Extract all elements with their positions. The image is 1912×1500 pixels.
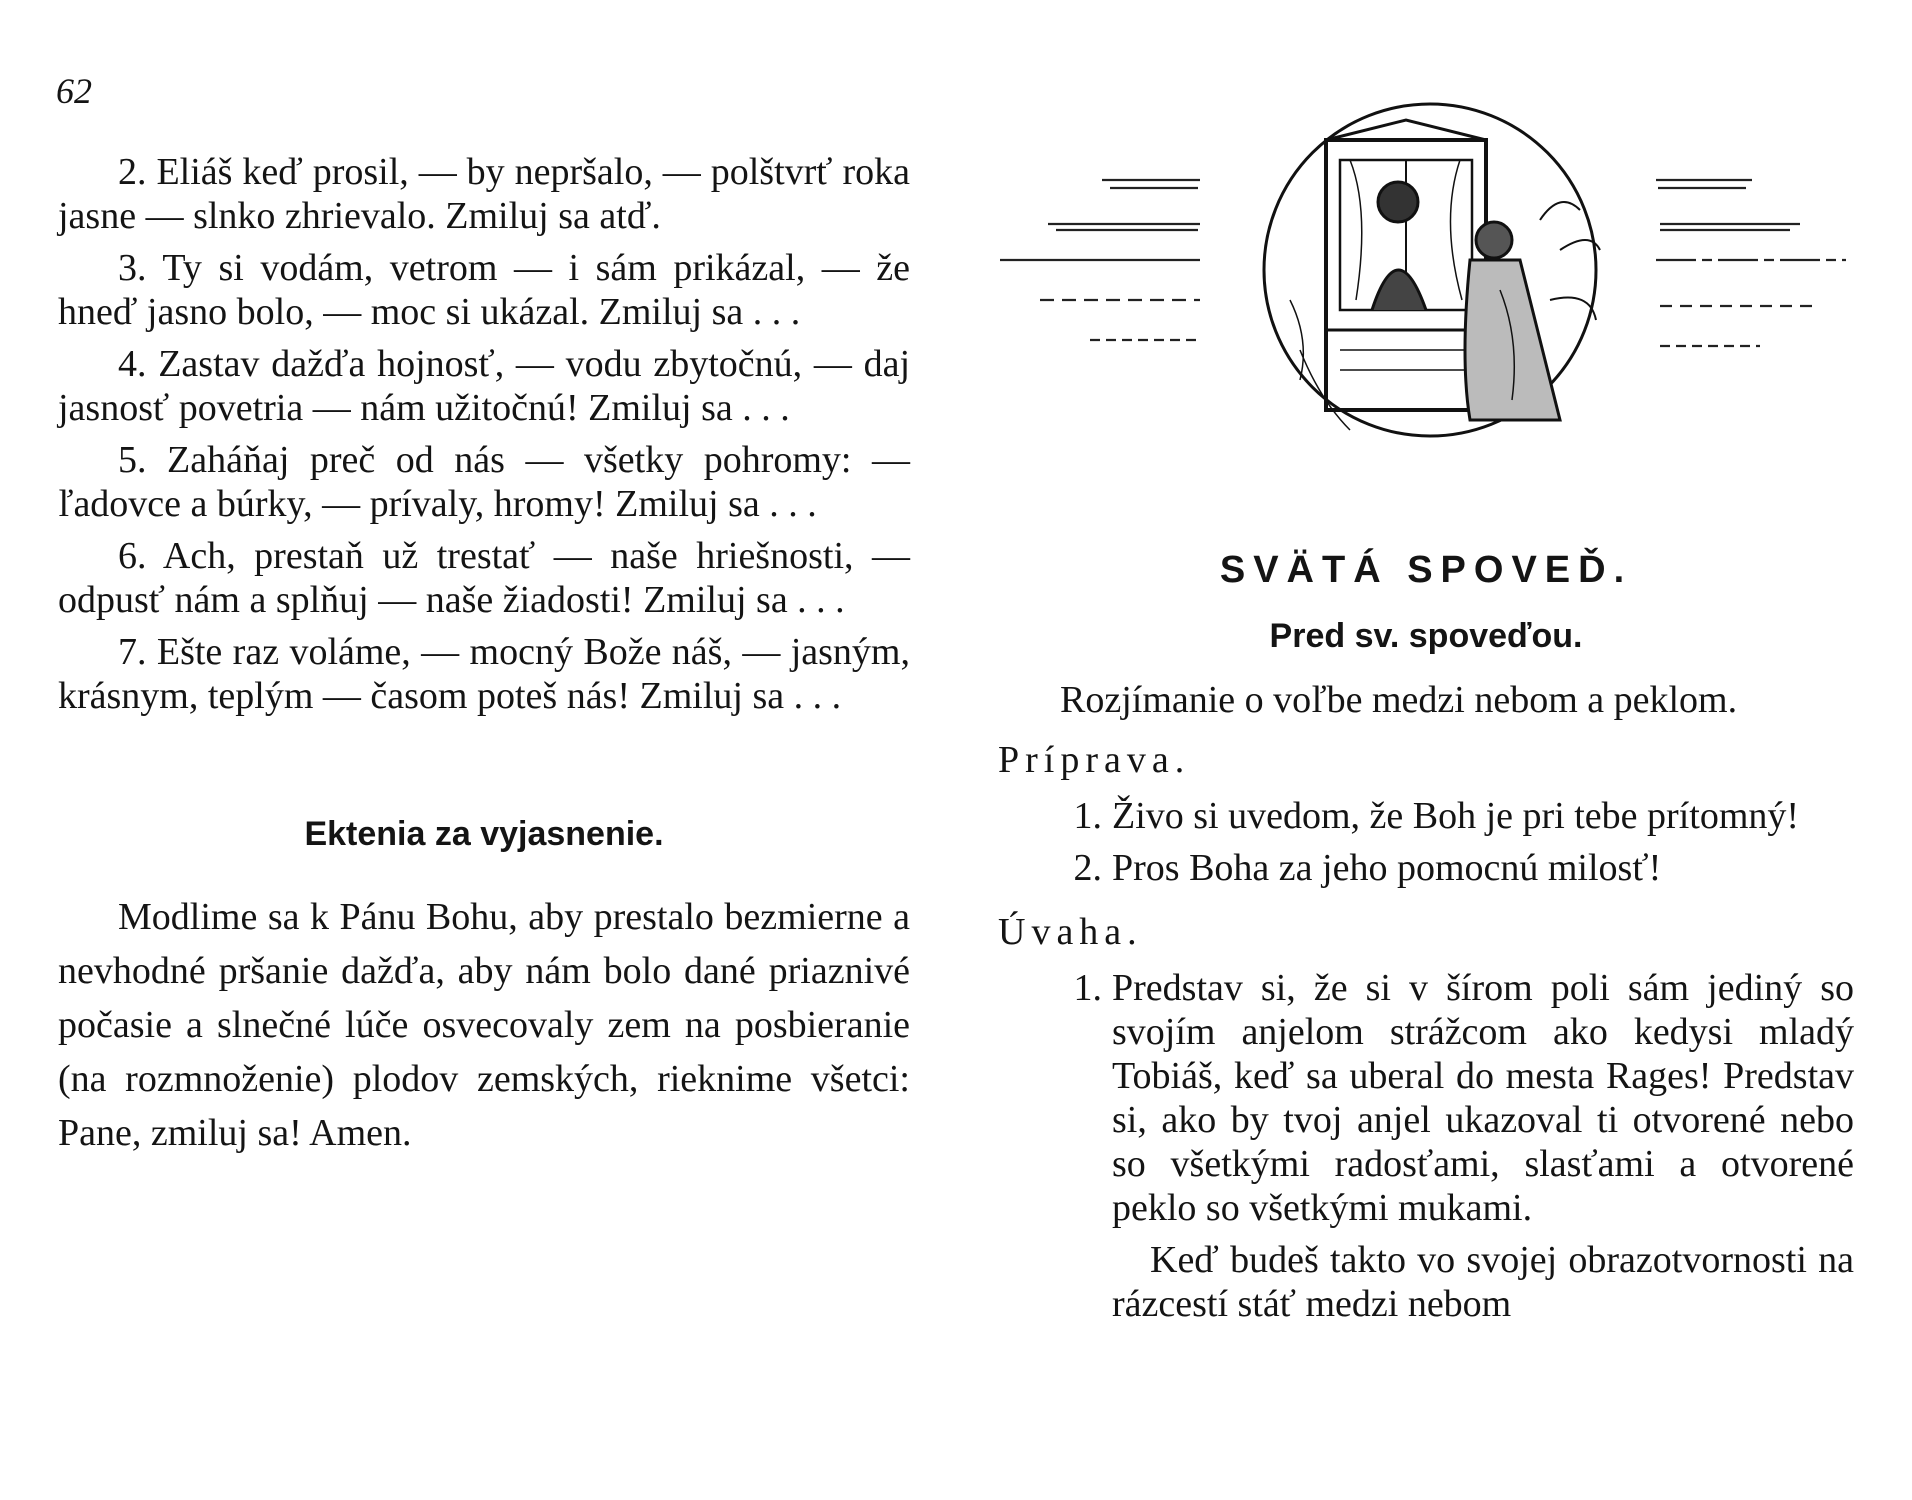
priprava-item (998, 846, 1854, 890)
verse-4: 4. Zastav dažďa hojnosť, — vodu zbytočnú, — daj jasnosť povetria — nám užitočnú! Zmiluj sa . . . (58, 343, 910, 429)
uvaha-label: Úvaha. (998, 911, 1143, 953)
verse-5: 5. Zaháňaj preč od nás — všetky pohromy: — ľadovce a búrky, — prívaly, hromy! Zmiluj sa . . . (58, 439, 910, 525)
litany-heading: Ektenia za vyjasnenie. (304, 815, 664, 853)
item-text: Živo si uvedom, že Boh je pri tebe prítomný! (1112, 795, 1800, 837)
vignette (1264, 104, 1600, 436)
verse-6: 6. Ach, prestaň už trestať — naše hriešnosti, — odpusť nám a splňuj — naše žiadosti! Zmiluj sa . . . (58, 535, 910, 621)
priprava-label: Príprava. (998, 739, 1191, 781)
litany-text: Modlime sa k Pánu Bohu, aby prestalo bezmierne a nevhodné pršanie dažďa, aby nám bolo dané priaznivé počasie a slnečné lúče osvecovaly zem na posbieranie (na rozmnoženie) plodov zemských, rieknime všetci: Pane, zmiluj sa! Amen. (58, 896, 910, 1154)
section-subtitle: Pred sv. spoveďou. (1269, 617, 1583, 655)
left-column (58, 150, 910, 1160)
left-ornament-lines (1000, 180, 1200, 340)
verse-7: 7. Ešte raz voláme, — mocný Bože náš, — jasným, krásnym, teplým — časom poteš nás! Zmiluj sa . . . (58, 631, 910, 717)
intro-text: Rozjímanie o voľbe medzi nebom a peklom. (1060, 679, 1738, 721)
priprava-item (998, 794, 1854, 838)
verse-3: 3. Ty si vodám, vetrom — i sám prikázal, — že hneď jasno bolo, — moc si ukázal. Zmiluj sa . . . (58, 247, 910, 333)
right-column (998, 548, 1854, 1326)
item-number: 1. (1073, 967, 1102, 1009)
continuation-text: Keď budeš takto vo svojej obrazotvornosti na rázcestí stáť medzi nebom (1112, 1239, 1854, 1325)
uvaha-item (998, 966, 1854, 1230)
verse-2: 2. Eliáš keď prosil, — by nepršalo, — polštvrť roka jasne — slnko zhrievalo. Zmiluj sa atď. (58, 151, 910, 237)
item-number: 1. (1073, 795, 1102, 837)
item-text: Predstav si, že si v šírom poli sám jediný so svojím anjelom strážcom ako kedysi mladý Tobiáš, keď sa uberal do mesta Rages! Predstav si, ako by tvoj anjel ukazoval ti otvorené nebo so všetkými radosťami, slasťami a otvorené peklo so všetkými mukami. (1112, 967, 1854, 1229)
right-ornament-lines (1656, 180, 1846, 346)
item-number: 2. (1073, 847, 1102, 889)
confession-illustration (1000, 100, 1860, 490)
page-number: 62 (56, 71, 92, 111)
section-title: SVÄTÁ SPOVEĎ. (1219, 549, 1633, 591)
item-text: Pros Boha za jeho pomocnú milosť! (1112, 847, 1662, 889)
